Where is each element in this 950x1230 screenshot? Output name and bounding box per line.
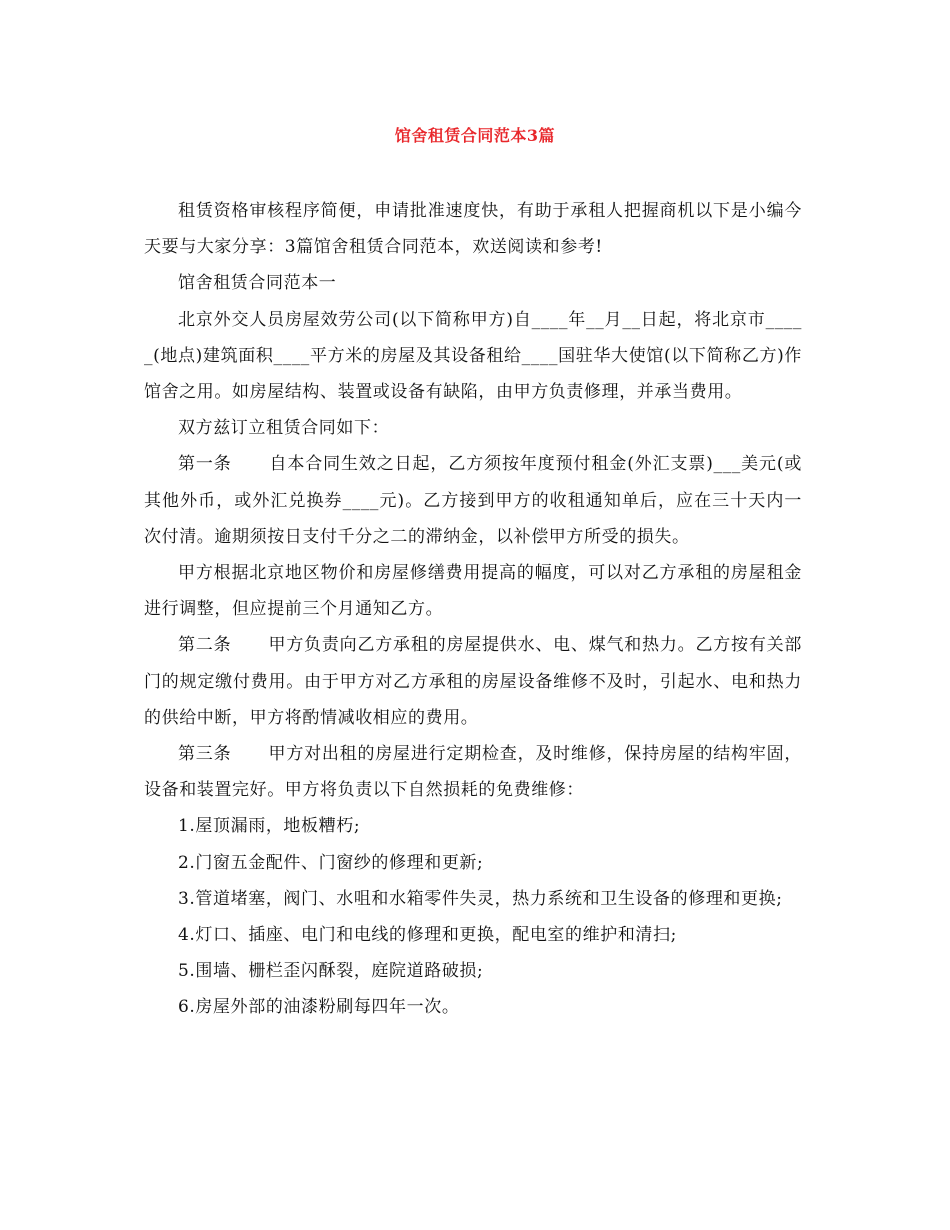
list-item: 1.屋顶漏雨，地板糟朽; (178, 816, 361, 837)
article-two (144, 627, 802, 736)
document-title: 馆舍租赁合同范本3篇 (394, 126, 556, 145)
intro-paragraph: 租赁资格审核程序简便，申请批准速度快，有助于承租人把握商机以下是小编今天要与大家分享：3篇馆舍租赁合同范本，欢送阅读和参考! (144, 201, 802, 258)
rent-adjustment-paragraph: 甲方根据北京地区物价和房屋修缮费用提高的幅度，可以对乙方承租的房屋租金进行调整，但应提前三个月通知乙方。 (144, 563, 802, 620)
agreement-paragraph: 双方兹订立租赁合同如下： (178, 418, 390, 439)
list-item: 5.围墙、栅栏歪闪酥裂，庭院道路破损; (178, 961, 484, 982)
article-one (144, 446, 802, 555)
list-item: 3.管道堵塞，阀门、水咀和水箱零件失灵，热力系统和卫生设备的修理和更换; (178, 888, 783, 909)
list-item: 6.房屋外部的油漆粉刷每四年一次。 (178, 997, 460, 1018)
article-text: 自本合同生效之日起，乙方须按年度预付租金(外汇支票)___美元(或其他外币，或外汇兑换券____元)。乙方接到甲方的收租通知单后，应在三十天内一次付清。逾期须按日支付千分之二的滞纳金，以补偿甲方所受的损失。 (144, 454, 802, 547)
article-three (144, 736, 802, 808)
article-label: 第三条 (178, 744, 232, 765)
list-item: 4.灯口、插座、电门和电线的修理和更换，配电室的维护和清扫; (178, 925, 677, 946)
article-text: 甲方负责向乙方承租的房屋提供水、电、煤气和热力。乙方按有关部门的规定缴付费用。由于甲方对乙方承租的房屋设备维修不及时，引起水、电和热力的供给中断，甲方将酌情减收相应的费用。 (144, 635, 802, 728)
lease-paragraph: 北京外交人员房屋效劳公司(以下简称甲方)自____年__月__日起，将北京市_____(地点)建筑面积____平方米的房屋及其设备租给____国驻华大使馆(以下简称乙方)作馆舍之用。如房屋结构、装置或设备有缺陷，由甲方负责修理，并承当费用。 (144, 309, 802, 403)
article-label: 第一条 (178, 454, 232, 475)
document-body (144, 193, 802, 1026)
section-heading: 馆舍租赁合同范本一 (178, 273, 337, 294)
article-text: 甲方对出租的房屋进行定期检查，及时维修，保持房屋的结构牢固，设备和装置完好。甲方将负责以下自然损耗的免费维修： (144, 744, 802, 801)
article-label: 第二条 (178, 635, 232, 656)
list-item: 2.门窗五金配件、门窗纱的修理和更新; (178, 852, 484, 873)
